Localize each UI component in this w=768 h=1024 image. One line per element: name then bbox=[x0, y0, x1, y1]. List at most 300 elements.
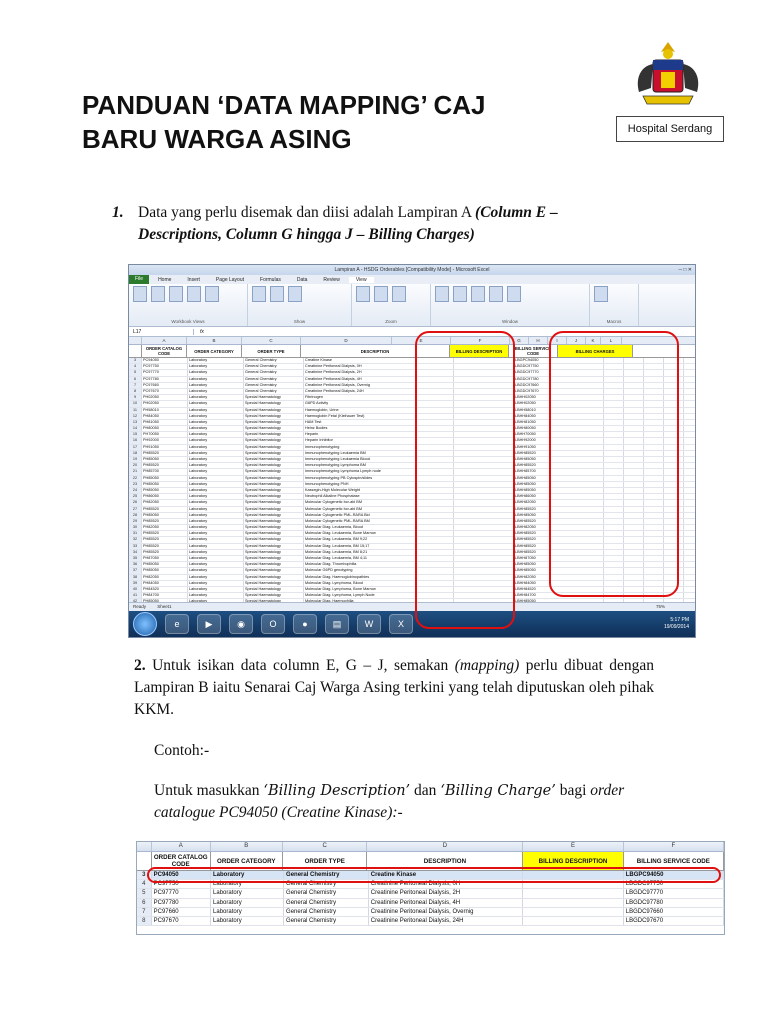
table-cell[interactable] bbox=[604, 544, 624, 549]
table-cell[interactable] bbox=[604, 445, 624, 450]
table-cell[interactable]: LBGDC97770 bbox=[514, 370, 604, 375]
table-cell[interactable] bbox=[454, 488, 514, 493]
row-number[interactable]: 3 bbox=[129, 358, 142, 363]
table-cell[interactable]: HAM Test bbox=[304, 420, 454, 425]
table-cell[interactable]: Laboratory bbox=[211, 917, 284, 925]
table-cell[interactable] bbox=[664, 500, 684, 505]
table-cell[interactable]: Molecular Diag. Lymphoma, Blood bbox=[304, 581, 454, 586]
column-letter[interactable]: D bbox=[301, 337, 392, 344]
row-number[interactable]: 8 bbox=[129, 389, 142, 394]
table-cell[interactable] bbox=[664, 494, 684, 499]
table-cell[interactable] bbox=[624, 593, 644, 598]
table-cell[interactable] bbox=[664, 544, 684, 549]
table-cell[interactable]: LBGDC97750 bbox=[624, 880, 724, 888]
table-cell[interactable]: Special Haematology bbox=[244, 482, 304, 487]
table-cell[interactable] bbox=[664, 438, 684, 443]
ribbon-button-icon[interactable] bbox=[594, 286, 608, 302]
table-cell[interactable]: Laboratory bbox=[188, 593, 244, 598]
table-cell[interactable] bbox=[604, 482, 624, 487]
table-cell[interactable]: PH84520 bbox=[142, 587, 188, 592]
table-cell[interactable]: LBHH85050 bbox=[514, 476, 604, 481]
row-number[interactable]: 11 bbox=[129, 408, 142, 413]
table-cell[interactable]: PH80050 bbox=[142, 426, 188, 431]
sheet-tab[interactable]: Sheet1 bbox=[157, 604, 172, 609]
table-cell[interactable] bbox=[454, 562, 514, 567]
ie-icon[interactable]: e bbox=[165, 614, 189, 634]
table-cell[interactable] bbox=[644, 513, 664, 518]
column-letter[interactable]: L bbox=[601, 337, 622, 344]
table-cell[interactable]: Creatinine Peritoneal Dialysis, Overnig bbox=[369, 908, 524, 916]
table-cell[interactable]: Molecular Cytogenetic PML-RARA BM bbox=[304, 519, 454, 524]
table-cell[interactable]: Molecular Diag. Leukaemia, BM 4;11 bbox=[304, 556, 454, 561]
table-cell[interactable] bbox=[644, 445, 664, 450]
table-cell[interactable]: Laboratory bbox=[188, 507, 244, 512]
column-letter[interactable]: A bbox=[142, 337, 187, 344]
row-number[interactable]: 19 bbox=[129, 457, 142, 462]
table-cell[interactable] bbox=[604, 500, 624, 505]
table-cell[interactable]: Creatinine Peritoneal Dialysis, 4H bbox=[304, 377, 454, 382]
table-cell[interactable]: Heparin bbox=[304, 432, 454, 437]
table-cell[interactable] bbox=[624, 587, 644, 592]
table-cell[interactable] bbox=[644, 420, 664, 425]
table-cell[interactable]: PH92000 bbox=[142, 438, 188, 443]
table-cell[interactable] bbox=[624, 556, 644, 561]
table-cell[interactable]: Immunophenotyping Leukaemia Blood bbox=[304, 457, 454, 462]
table-cell[interactable] bbox=[454, 593, 514, 598]
table-cell[interactable] bbox=[523, 889, 623, 897]
row-number[interactable]: 17 bbox=[129, 445, 142, 450]
row-number[interactable]: 4 bbox=[137, 880, 152, 888]
table-cell[interactable] bbox=[644, 476, 664, 481]
table-cell[interactable]: Special Haematology bbox=[244, 401, 304, 406]
table-cell[interactable] bbox=[604, 494, 624, 499]
table-cell[interactable]: Creatine Kinase bbox=[369, 871, 524, 879]
row-number[interactable]: 14 bbox=[129, 426, 142, 431]
table-cell[interactable]: Molecular Diag. Leukaemia, BM 15;17 bbox=[304, 544, 454, 549]
table-cell[interactable] bbox=[664, 377, 684, 382]
table-cell[interactable] bbox=[604, 562, 624, 567]
table-cell[interactable]: Creatinine Peritoneal Dialysis, 24H bbox=[369, 917, 524, 925]
column-letter[interactable]: E bbox=[523, 842, 623, 851]
ribbon-tab-page-layout[interactable]: Page Layout bbox=[215, 276, 245, 283]
table-cell[interactable] bbox=[454, 531, 514, 536]
row-number[interactable]: 41 bbox=[129, 593, 142, 598]
table-cell[interactable] bbox=[454, 500, 514, 505]
table-cell[interactable] bbox=[644, 389, 664, 394]
table-cell[interactable]: LBHH02050 bbox=[514, 395, 604, 400]
table-cell[interactable]: General Chemistry bbox=[284, 899, 369, 907]
table-cell[interactable] bbox=[664, 507, 684, 512]
table-cell[interactable]: Creatinine Peritoneal Dialysis, 24H bbox=[304, 389, 454, 394]
row-number[interactable]: 28 bbox=[129, 513, 142, 518]
table-cell[interactable]: Molecular Diag. Leukaemia, Blood bbox=[304, 525, 454, 530]
table-cell[interactable]: Fibrinogen bbox=[304, 395, 454, 400]
table-cell[interactable] bbox=[604, 432, 624, 437]
table-cell[interactable] bbox=[454, 426, 514, 431]
table-cell[interactable] bbox=[644, 414, 664, 419]
table-cell[interactable]: PC97780 bbox=[152, 899, 211, 907]
table-cell[interactable]: Creatinine Peritoneal Dialysis, 4H bbox=[369, 899, 524, 907]
table-cell[interactable] bbox=[664, 463, 684, 468]
table-cell[interactable]: Molecular Cytogenetic PML-RARA Bld bbox=[304, 513, 454, 518]
table-cell[interactable] bbox=[523, 871, 623, 879]
table-cell[interactable]: Molecular Cytogenetic bcr-abl BM bbox=[304, 507, 454, 512]
table-cell[interactable] bbox=[604, 457, 624, 462]
table-cell[interactable]: LBHH85050 bbox=[514, 562, 604, 567]
table-cell[interactable] bbox=[664, 593, 684, 598]
table-cell[interactable] bbox=[624, 500, 644, 505]
table-cell[interactable] bbox=[604, 420, 624, 425]
table-cell[interactable]: LBGPC94050 bbox=[624, 871, 724, 879]
table-cell[interactable]: Special Haematology bbox=[244, 451, 304, 456]
table-cell[interactable] bbox=[454, 389, 514, 394]
table-cell[interactable]: PH81050 bbox=[142, 420, 188, 425]
table-cell[interactable]: PH82050 bbox=[142, 500, 188, 505]
table-cell[interactable] bbox=[454, 513, 514, 518]
table-cell[interactable] bbox=[454, 482, 514, 487]
table-cell[interactable]: PC97780 bbox=[142, 377, 188, 382]
table-cell[interactable]: Special Haematology bbox=[244, 537, 304, 542]
table-cell[interactable] bbox=[604, 426, 624, 431]
row-number[interactable]: 24 bbox=[129, 488, 142, 493]
table-cell[interactable]: PH85050 bbox=[142, 562, 188, 567]
row-number[interactable]: 15 bbox=[129, 432, 142, 437]
table-cell[interactable]: LBHH91050 bbox=[514, 445, 604, 450]
table-cell[interactable]: Special Haematology bbox=[244, 556, 304, 561]
table-cell[interactable] bbox=[604, 556, 624, 561]
table-cell[interactable] bbox=[644, 537, 664, 542]
table-cell[interactable]: Laboratory bbox=[188, 476, 244, 481]
table-cell[interactable]: PH85520 bbox=[142, 550, 188, 555]
table-cell[interactable]: LBHH82050 bbox=[514, 525, 604, 530]
table-cell[interactable] bbox=[624, 383, 644, 388]
row-number[interactable]: 33 bbox=[129, 544, 142, 549]
table-cell[interactable]: Molecular Cytogenetic bcr-abl BM bbox=[304, 500, 454, 505]
table-cell[interactable] bbox=[664, 568, 684, 573]
table-cell[interactable] bbox=[624, 531, 644, 536]
table-cell[interactable] bbox=[644, 568, 664, 573]
table-cell[interactable] bbox=[624, 537, 644, 542]
row-number[interactable]: 23 bbox=[129, 482, 142, 487]
table-cell[interactable]: Laboratory bbox=[188, 383, 244, 388]
table-cell[interactable] bbox=[664, 457, 684, 462]
table-cell[interactable] bbox=[664, 575, 684, 580]
table-cell[interactable] bbox=[454, 451, 514, 456]
table-cell[interactable] bbox=[604, 469, 624, 474]
table-cell[interactable]: Special Haematology bbox=[244, 438, 304, 443]
table-cell[interactable]: Laboratory bbox=[188, 550, 244, 555]
table-cell[interactable] bbox=[644, 494, 664, 499]
table-cell[interactable] bbox=[664, 482, 684, 487]
table-cell[interactable]: Special Haematology bbox=[244, 531, 304, 536]
table-cell[interactable] bbox=[624, 476, 644, 481]
table-cell[interactable]: Laboratory bbox=[188, 395, 244, 400]
table-cell[interactable]: PC97660 bbox=[152, 908, 211, 916]
table-cell[interactable]: LBHH84700 bbox=[514, 593, 604, 598]
table-cell[interactable] bbox=[523, 917, 623, 925]
table-cell[interactable] bbox=[624, 482, 644, 487]
ribbon-tab-home[interactable]: Home bbox=[158, 276, 172, 283]
table-cell[interactable] bbox=[624, 395, 644, 400]
table-cell[interactable] bbox=[604, 587, 624, 592]
table-cell[interactable]: Immunophenotyping Leukaemia BM bbox=[304, 451, 454, 456]
table-cell[interactable] bbox=[664, 383, 684, 388]
table-cell[interactable] bbox=[664, 451, 684, 456]
table-cell[interactable]: LBGDC97660 bbox=[514, 383, 604, 388]
table-cell[interactable] bbox=[644, 401, 664, 406]
row-number[interactable]: 16 bbox=[129, 438, 142, 443]
table-cell[interactable]: PH84050 bbox=[142, 581, 188, 586]
table-cell[interactable]: Special Haematology bbox=[244, 476, 304, 481]
ribbon-button-icon[interactable] bbox=[288, 286, 302, 302]
table-cell[interactable]: Molecular Diag. Haemoglobinopathies bbox=[304, 575, 454, 580]
ribbon-button-icon[interactable] bbox=[187, 286, 201, 302]
table-cell[interactable] bbox=[604, 358, 624, 363]
table-cell[interactable] bbox=[644, 408, 664, 413]
table-cell[interactable]: Kassegin-High Molecular Weight bbox=[304, 488, 454, 493]
table-cell[interactable] bbox=[644, 358, 664, 363]
table-cell[interactable] bbox=[644, 593, 664, 598]
row-number[interactable]: 37 bbox=[129, 568, 142, 573]
table-cell[interactable] bbox=[644, 575, 664, 580]
table-cell[interactable] bbox=[624, 451, 644, 456]
column-letter[interactable]: C bbox=[283, 842, 367, 851]
table-cell[interactable] bbox=[454, 370, 514, 375]
table-cell[interactable]: LBHH85520 bbox=[514, 463, 604, 468]
table-cell[interactable] bbox=[664, 395, 684, 400]
table-cell[interactable] bbox=[604, 451, 624, 456]
table-cell[interactable] bbox=[454, 581, 514, 586]
table-cell[interactable]: LBHH85520 bbox=[514, 544, 604, 549]
table-cell[interactable]: Immunophenotyping PNH bbox=[304, 482, 454, 487]
table-cell[interactable] bbox=[664, 408, 684, 413]
table-cell[interactable]: Creatine Kinase bbox=[304, 358, 454, 363]
table-cell[interactable] bbox=[604, 537, 624, 542]
table-cell[interactable] bbox=[644, 550, 664, 555]
table-cell[interactable]: Molecular G6PD genotyping bbox=[304, 568, 454, 573]
column-letter[interactable]: G bbox=[510, 337, 529, 344]
table-cell[interactable] bbox=[664, 562, 684, 567]
row-number[interactable]: 30 bbox=[129, 525, 142, 530]
table-cell[interactable] bbox=[664, 525, 684, 530]
table-cell[interactable] bbox=[454, 358, 514, 363]
table-cell[interactable] bbox=[664, 488, 684, 493]
column-letter[interactable]: B bbox=[211, 842, 284, 851]
table-cell[interactable]: Laboratory bbox=[188, 370, 244, 375]
table-cell[interactable] bbox=[454, 537, 514, 542]
table-cell[interactable]: PH85520 bbox=[142, 507, 188, 512]
row-number[interactable]: 31 bbox=[129, 531, 142, 536]
table-cell[interactable]: LBHH87050 bbox=[514, 556, 604, 561]
table-cell[interactable]: Special Haematology bbox=[244, 562, 304, 567]
table-cell[interactable]: Special Haematology bbox=[244, 432, 304, 437]
table-cell[interactable] bbox=[604, 383, 624, 388]
table-cell[interactable] bbox=[644, 556, 664, 561]
table-cell[interactable] bbox=[644, 383, 664, 388]
table-cell[interactable]: Immunophenotyping Lymphoma BM bbox=[304, 463, 454, 468]
table-cell[interactable]: Laboratory bbox=[188, 377, 244, 382]
table-cell[interactable]: Molecular Diag. Leukaemia, BM 8;21 bbox=[304, 550, 454, 555]
table-cell[interactable]: General Chemistry bbox=[284, 908, 369, 916]
table-cell[interactable] bbox=[624, 445, 644, 450]
row-number[interactable]: 9 bbox=[129, 395, 142, 400]
table-cell[interactable]: Laboratory bbox=[188, 463, 244, 468]
table-cell[interactable] bbox=[664, 469, 684, 474]
table-cell[interactable]: Laboratory bbox=[188, 469, 244, 474]
column-letter[interactable]: J bbox=[567, 337, 586, 344]
ribbon-tab-view[interactable]: View bbox=[349, 277, 374, 283]
table-cell[interactable]: LBHH85520 bbox=[514, 537, 604, 542]
table-cell[interactable] bbox=[604, 414, 624, 419]
ribbon-tab-file[interactable]: File bbox=[129, 275, 149, 284]
table-cell[interactable]: PC97670 bbox=[142, 389, 188, 394]
column-letter[interactable]: D bbox=[367, 842, 523, 851]
table-cell[interactable] bbox=[664, 587, 684, 592]
table-cell[interactable] bbox=[664, 401, 684, 406]
table-cell[interactable]: LBGPC94050 bbox=[514, 358, 604, 363]
table-cell[interactable]: Laboratory bbox=[188, 587, 244, 592]
table-cell[interactable] bbox=[624, 457, 644, 462]
table-cell[interactable]: Laboratory bbox=[188, 451, 244, 456]
table-cell[interactable]: PC97670 bbox=[152, 917, 211, 925]
table-cell[interactable]: Special Haematology bbox=[244, 587, 304, 592]
table-cell[interactable]: Laboratory bbox=[188, 389, 244, 394]
row-number[interactable]: 29 bbox=[129, 519, 142, 524]
column-letter[interactable]: A bbox=[152, 842, 211, 851]
table-cell[interactable]: General Chemistry bbox=[284, 880, 369, 888]
row-number[interactable]: 6 bbox=[129, 377, 142, 382]
table-cell[interactable] bbox=[454, 550, 514, 555]
table-cell[interactable] bbox=[523, 880, 623, 888]
ribbon-tab-data[interactable]: Data bbox=[296, 276, 308, 283]
table-cell[interactable]: General Chemistry bbox=[244, 364, 304, 369]
table-cell[interactable] bbox=[604, 507, 624, 512]
table-cell[interactable]: LBGDC97770 bbox=[624, 889, 724, 897]
column-letter[interactable]: H bbox=[529, 337, 548, 344]
folder-icon[interactable]: ▤ bbox=[325, 614, 349, 634]
table-cell[interactable] bbox=[454, 420, 514, 425]
table-cell[interactable]: PH84700 bbox=[142, 593, 188, 598]
table-cell[interactable] bbox=[624, 519, 644, 524]
table-cell[interactable]: PH85520 bbox=[142, 537, 188, 542]
table-cell[interactable]: Laboratory bbox=[188, 426, 244, 431]
table-cell[interactable] bbox=[454, 364, 514, 369]
ribbon-tab-insert[interactable]: Insert bbox=[187, 276, 200, 283]
table-cell[interactable] bbox=[644, 469, 664, 474]
table-cell[interactable] bbox=[624, 426, 644, 431]
row-number[interactable]: 20 bbox=[129, 463, 142, 468]
table-cell[interactable]: Laboratory bbox=[188, 482, 244, 487]
row-number[interactable]: 34 bbox=[129, 550, 142, 555]
table-cell[interactable]: Laboratory bbox=[188, 500, 244, 505]
start-button[interactable] bbox=[133, 612, 157, 636]
table-cell[interactable] bbox=[604, 389, 624, 394]
column-letter[interactable]: K bbox=[586, 337, 601, 344]
table-cell[interactable]: Laboratory bbox=[211, 889, 284, 897]
table-cell[interactable] bbox=[624, 575, 644, 580]
table-cell[interactable] bbox=[604, 476, 624, 481]
table-cell[interactable]: PH85700 bbox=[142, 469, 188, 474]
table-cell[interactable]: General Chemistry bbox=[284, 917, 369, 925]
table-cell[interactable] bbox=[644, 500, 664, 505]
row-number[interactable]: 40 bbox=[129, 587, 142, 592]
row-number[interactable]: 5 bbox=[137, 889, 152, 897]
ribbon-button-icon[interactable] bbox=[507, 286, 521, 302]
table-cell[interactable]: PC97770 bbox=[142, 370, 188, 375]
table-cell[interactable]: Laboratory bbox=[211, 899, 284, 907]
table-cell[interactable]: Laboratory bbox=[188, 494, 244, 499]
table-cell[interactable]: Creatinine Peritoneal Dialysis, 0H bbox=[369, 880, 524, 888]
table-cell[interactable]: LBHH84050 bbox=[514, 414, 604, 419]
table-cell[interactable] bbox=[624, 438, 644, 443]
table-cell[interactable] bbox=[604, 519, 624, 524]
table-cell[interactable]: LBGDC97780 bbox=[514, 377, 604, 382]
column-letter[interactable]: F bbox=[451, 337, 510, 344]
table-cell[interactable]: LBHH86050 bbox=[514, 494, 604, 499]
table-cell[interactable]: PH02050 bbox=[142, 401, 188, 406]
table-cell[interactable]: Special Haematology bbox=[244, 420, 304, 425]
table-cell[interactable] bbox=[624, 544, 644, 549]
table-cell[interactable]: PC97750 bbox=[152, 880, 211, 888]
table-cell[interactable]: Laboratory bbox=[188, 562, 244, 567]
table-cell[interactable]: Special Haematology bbox=[244, 395, 304, 400]
table-cell[interactable] bbox=[664, 513, 684, 518]
table-cell[interactable]: LBGDC97660 bbox=[624, 908, 724, 916]
table-cell[interactable]: Special Haematology bbox=[244, 414, 304, 419]
ribbon-button-icon[interactable] bbox=[489, 286, 503, 302]
table-cell[interactable] bbox=[604, 370, 624, 375]
table-cell[interactable] bbox=[604, 395, 624, 400]
table-cell[interactable]: PH85050 bbox=[142, 488, 188, 493]
table-cell[interactable]: PC97750 bbox=[142, 364, 188, 369]
corner-cell[interactable] bbox=[129, 337, 142, 344]
table-cell[interactable] bbox=[604, 488, 624, 493]
table-cell[interactable]: Special Haematology bbox=[244, 513, 304, 518]
table-cell[interactable] bbox=[624, 550, 644, 555]
table-cell[interactable]: Special Haematology bbox=[244, 519, 304, 524]
table-cell[interactable] bbox=[624, 414, 644, 419]
table-cell[interactable] bbox=[454, 494, 514, 499]
table-cell[interactable] bbox=[644, 377, 664, 382]
table-cell[interactable] bbox=[624, 420, 644, 425]
table-cell[interactable]: LBHH85520 bbox=[514, 507, 604, 512]
table-cell[interactable] bbox=[624, 581, 644, 586]
table-cell[interactable]: Laboratory bbox=[188, 513, 244, 518]
table-cell[interactable] bbox=[454, 476, 514, 481]
table-cell[interactable] bbox=[624, 525, 644, 530]
table-cell[interactable]: LBHH85050 bbox=[514, 488, 604, 493]
table-cell[interactable] bbox=[454, 507, 514, 512]
table-cell[interactable] bbox=[624, 488, 644, 493]
table-cell[interactable]: LBHH85050 bbox=[514, 513, 604, 518]
table-cell[interactable]: General Chemistry bbox=[244, 389, 304, 394]
table-cell[interactable]: Special Haematology bbox=[244, 469, 304, 474]
row-number[interactable]: 22 bbox=[129, 476, 142, 481]
table-cell[interactable]: LBHH85050 bbox=[514, 482, 604, 487]
table-cell[interactable]: Creatinine Peritoneal Dialysis, 2H bbox=[369, 889, 524, 897]
table-cell[interactable] bbox=[644, 457, 664, 462]
table-cell[interactable]: LBHH82050 bbox=[514, 500, 604, 505]
row-number[interactable]: 26 bbox=[129, 500, 142, 505]
table-cell[interactable]: LBHH85050 bbox=[514, 568, 604, 573]
table-cell[interactable] bbox=[604, 463, 624, 468]
table-cell[interactable]: General Chemistry bbox=[244, 377, 304, 382]
table-cell[interactable]: PH82050 bbox=[142, 575, 188, 580]
table-cell[interactable] bbox=[624, 507, 644, 512]
row-number[interactable]: 12 bbox=[129, 414, 142, 419]
ribbon-button-icon[interactable] bbox=[471, 286, 485, 302]
row-number[interactable]: 25 bbox=[129, 494, 142, 499]
